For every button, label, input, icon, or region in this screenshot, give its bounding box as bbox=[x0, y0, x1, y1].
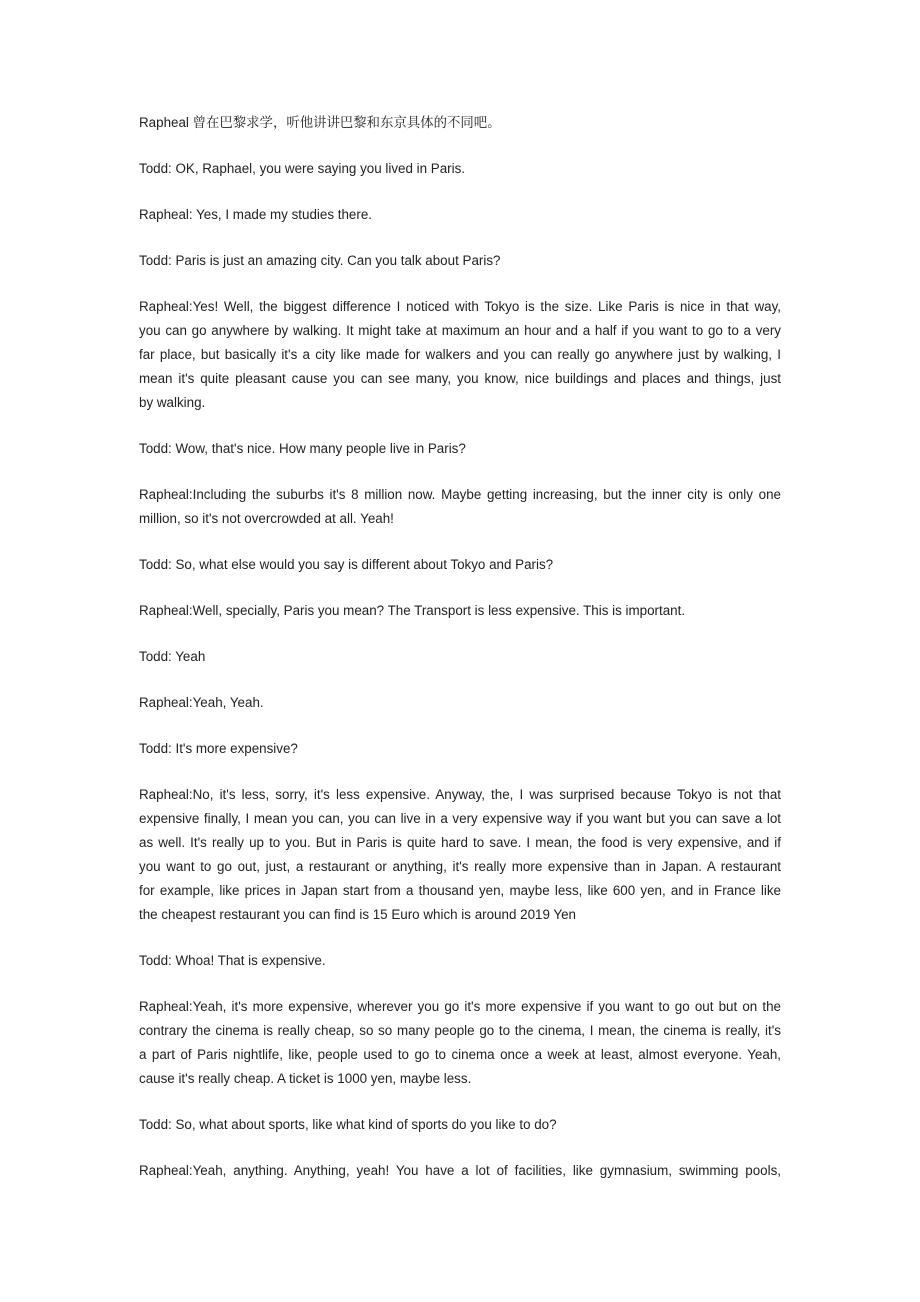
transcript-paragraph bbox=[139, 783, 781, 927]
paragraph-line: Todd: OK, Raphael, you were saying you lived in Paris. bbox=[139, 161, 466, 176]
paragraph-line: Rapheal 曾在巴黎求学，听他讲讲巴黎和东京具体的不同吧。 bbox=[139, 115, 501, 130]
paragraph-line: you can go anywhere by walking. It might take at maximum an hour and a half if you want to go to a very bbox=[139, 323, 781, 338]
transcript-paragraph bbox=[139, 691, 781, 715]
transcript-paragraph bbox=[139, 1113, 781, 1137]
transcript-paragraph bbox=[139, 737, 781, 761]
transcript-paragraph bbox=[139, 249, 781, 273]
paragraph-line: Rapheal:Well, specially, Paris you mean? The Transport is less expensive. This is important. bbox=[139, 603, 686, 618]
paragraph-line: Rapheal:Yeah, anything. Anything, yeah! You have a lot of facilities, like gymnasium, swimming pools, bbox=[139, 1163, 781, 1178]
transcript-paragraph bbox=[139, 645, 781, 669]
paragraph-line: a part of Paris nightlife, like, people used to go to cinema once a week at least, almost everyone. Yeah, bbox=[139, 1047, 781, 1062]
transcript-paragraph bbox=[139, 111, 781, 135]
transcript-paragraph bbox=[139, 437, 781, 461]
transcript-paragraph bbox=[139, 553, 781, 577]
paragraph-line: expensive finally, I mean you can, you can live in a very expensive way if you want but you can save a lot bbox=[139, 811, 781, 826]
paragraph-line: as well. It's really up to you. But in Paris is quite hard to save. I mean, the food is very expensive, and if bbox=[139, 835, 781, 850]
transcript-paragraph bbox=[139, 949, 781, 973]
paragraph-line: Todd: So, what about sports, like what kind of sports do you like to do? bbox=[139, 1117, 557, 1132]
transcript-paragraph bbox=[139, 157, 781, 181]
paragraph-line: Rapheal:Yeah, Yeah. bbox=[139, 695, 264, 710]
paragraph-line: Todd: Yeah bbox=[139, 649, 206, 664]
transcript-paragraph bbox=[139, 1159, 781, 1183]
paragraph-line: Rapheal: Yes, I made my studies there. bbox=[139, 207, 372, 222]
transcript-paragraph bbox=[139, 203, 781, 227]
paragraph-line: contrary the cinema is really cheap, so so many people go to the cinema, I mean, the cinema is really, it's bbox=[139, 1023, 781, 1038]
paragraph-line: far place, but basically it's a city like made for walkers and you can really go anywhere just by walking, I bbox=[139, 347, 781, 362]
paragraph-line: Rapheal:Yeah, it's more expensive, wherever you go it's more expensive if you want to go out but on the bbox=[139, 999, 781, 1014]
paragraph-line: Rapheal:Including the suburbs it's 8 million now. Maybe getting increasing, but the inner city is only one bbox=[139, 487, 781, 502]
paragraph-line: by walking. bbox=[139, 395, 206, 410]
paragraph-line: Todd: Paris is just an amazing city. Can you talk about Paris? bbox=[139, 253, 501, 268]
paragraph-line: Todd: Wow, that's nice. How many people live in Paris? bbox=[139, 441, 466, 456]
paragraph-line: million, so it's not overcrowded at all. Yeah! bbox=[139, 511, 394, 526]
paragraph-line: Todd: So, what else would you say is different about Tokyo and Paris? bbox=[139, 557, 554, 572]
paragraph-line: Todd: Whoa! That is expensive. bbox=[139, 953, 326, 968]
paragraph-line: Rapheal:Yes! Well, the biggest difference I noticed with Tokyo is the size. Like Paris is nice in that way, bbox=[139, 299, 781, 314]
paragraph-line: Todd: It's more expensive? bbox=[139, 741, 298, 756]
paragraph-line: the cheapest restaurant you can find is 15 Euro which is around 2019 Yen bbox=[139, 907, 576, 922]
document-page bbox=[139, 111, 781, 1205]
transcript-paragraph bbox=[139, 599, 781, 623]
transcript-paragraph bbox=[139, 295, 781, 415]
paragraph-line: mean it's quite pleasant cause you can see many, you know, nice buildings and places and things, just bbox=[139, 371, 781, 386]
paragraph-line: you want to go out, just, a restaurant or anything, it's really more expensive than in Japan. A restaurant bbox=[139, 859, 781, 874]
paragraph-line: Rapheal:No, it's less, sorry, it's less expensive. Anyway, the, I was surprised because Tokyo is not that bbox=[139, 787, 781, 802]
paragraph-line: for example, like prices in Japan start from a thousand yen, maybe less, like 600 yen, and in France like bbox=[139, 883, 781, 898]
paragraph-line: cause it's really cheap. A ticket is 1000 yen, maybe less. bbox=[139, 1071, 472, 1086]
transcript-paragraph bbox=[139, 995, 781, 1091]
transcript-paragraph bbox=[139, 483, 781, 531]
